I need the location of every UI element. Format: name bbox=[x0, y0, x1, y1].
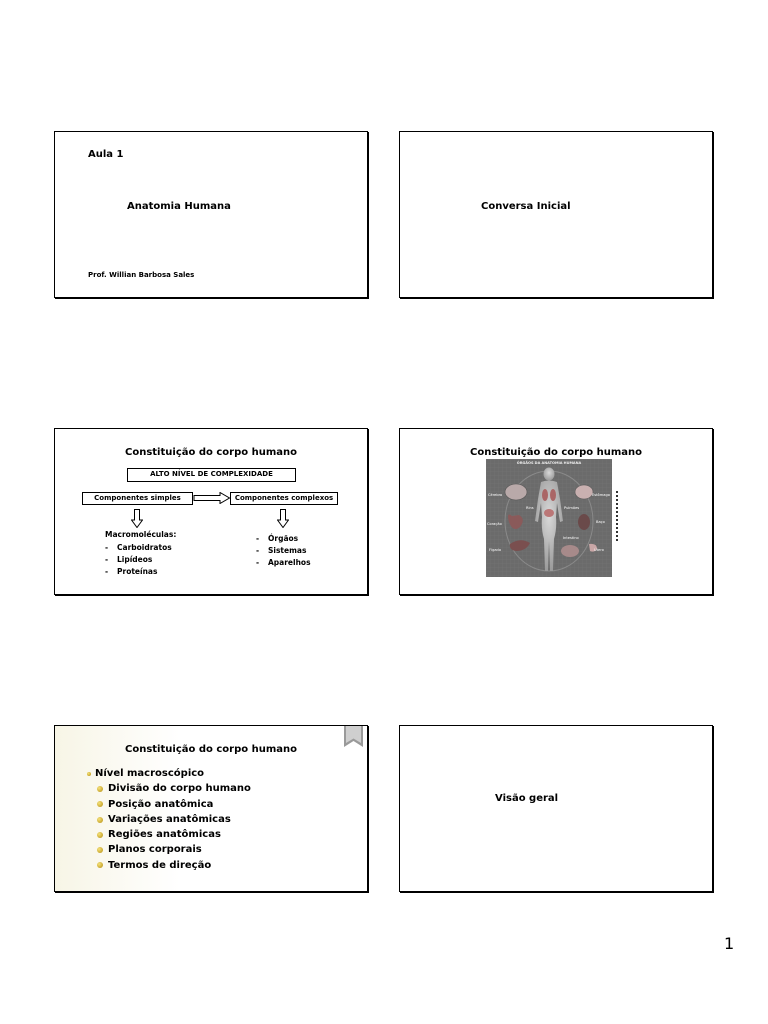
list-item: Variações anatômicas bbox=[87, 812, 251, 827]
list-item: Regiões anatômicas bbox=[87, 827, 251, 842]
anatomy-figure-drawing bbox=[486, 459, 612, 577]
slide-1 bbox=[54, 131, 368, 298]
list-item: Termos de direção bbox=[87, 858, 251, 873]
list-item: - Carboidratos bbox=[105, 543, 172, 552]
slide-title: Anatomia Humana bbox=[127, 201, 231, 212]
slide-title: Constituição do corpo humano bbox=[470, 447, 642, 458]
down-arrow-icon bbox=[131, 509, 143, 528]
organ-label: Rins bbox=[526, 506, 534, 510]
slide-3 bbox=[54, 428, 368, 595]
list-item: - Órgãos bbox=[256, 534, 299, 543]
author: Prof. Willian Barbosa Sales bbox=[88, 271, 195, 279]
organ-label: Fígado bbox=[489, 548, 502, 552]
list-item: Planos corporais bbox=[87, 842, 251, 857]
list-item: - Aparelhos bbox=[256, 558, 311, 567]
topic-list bbox=[87, 766, 251, 873]
organ-label: Pulmões bbox=[564, 506, 580, 510]
organ-label: Intestino bbox=[563, 536, 579, 540]
page-number: 1 bbox=[724, 934, 735, 953]
organ-label: Útero bbox=[594, 548, 604, 552]
list-item: - Sistemas bbox=[256, 546, 307, 555]
down-arrow-icon bbox=[277, 509, 289, 528]
list-item: - Proteínas bbox=[105, 567, 158, 576]
list-item: Divisão do corpo humano bbox=[87, 781, 251, 796]
organ-label: Coração bbox=[487, 522, 502, 526]
list-item: Nível macroscópico bbox=[87, 766, 251, 781]
slide-title: Constituição do corpo humano bbox=[125, 744, 297, 755]
bullet-icon bbox=[97, 862, 103, 868]
organ-label: Cérebro bbox=[488, 493, 503, 497]
organ-label: Baço bbox=[596, 520, 605, 524]
slide-title: Constituição do corpo humano bbox=[125, 447, 297, 458]
list-item: Posição anatômica bbox=[87, 797, 251, 812]
slide-6 bbox=[399, 725, 713, 892]
macromolecules-list bbox=[105, 542, 172, 578]
bullet-icon bbox=[87, 772, 91, 776]
right-arrow-icon bbox=[193, 492, 231, 504]
complex-components-box: Componentes complexos bbox=[230, 492, 338, 505]
slide-title: Conversa Inicial bbox=[481, 201, 571, 212]
bullet-icon bbox=[97, 786, 103, 792]
top-complexity-box: ALTO NÍVEL DE COMPLEXIDADE bbox=[127, 468, 296, 482]
figure-title: ÓRGÃOS DA ANATOMIA HUMANA bbox=[516, 461, 582, 465]
complex-list bbox=[256, 533, 311, 569]
bullet-icon bbox=[97, 847, 103, 853]
slide-5 bbox=[54, 725, 368, 892]
bullet-icon bbox=[97, 801, 103, 807]
simple-components-box: Componentes simples bbox=[82, 492, 193, 505]
slide-2 bbox=[399, 131, 713, 298]
organ-label: Estômago bbox=[592, 493, 610, 497]
list-item: - Lipídeos bbox=[105, 555, 153, 564]
macromolecules-heading: Macromoléculas: bbox=[105, 530, 177, 539]
bullet-icon bbox=[97, 832, 103, 838]
slide-title: Visão geral bbox=[495, 793, 559, 804]
slide-4 bbox=[399, 428, 713, 595]
vertical-caption bbox=[616, 491, 620, 541]
anatomy-figure bbox=[486, 459, 612, 577]
bullet-icon bbox=[97, 817, 103, 823]
lesson-label: Aula 1 bbox=[88, 149, 124, 160]
